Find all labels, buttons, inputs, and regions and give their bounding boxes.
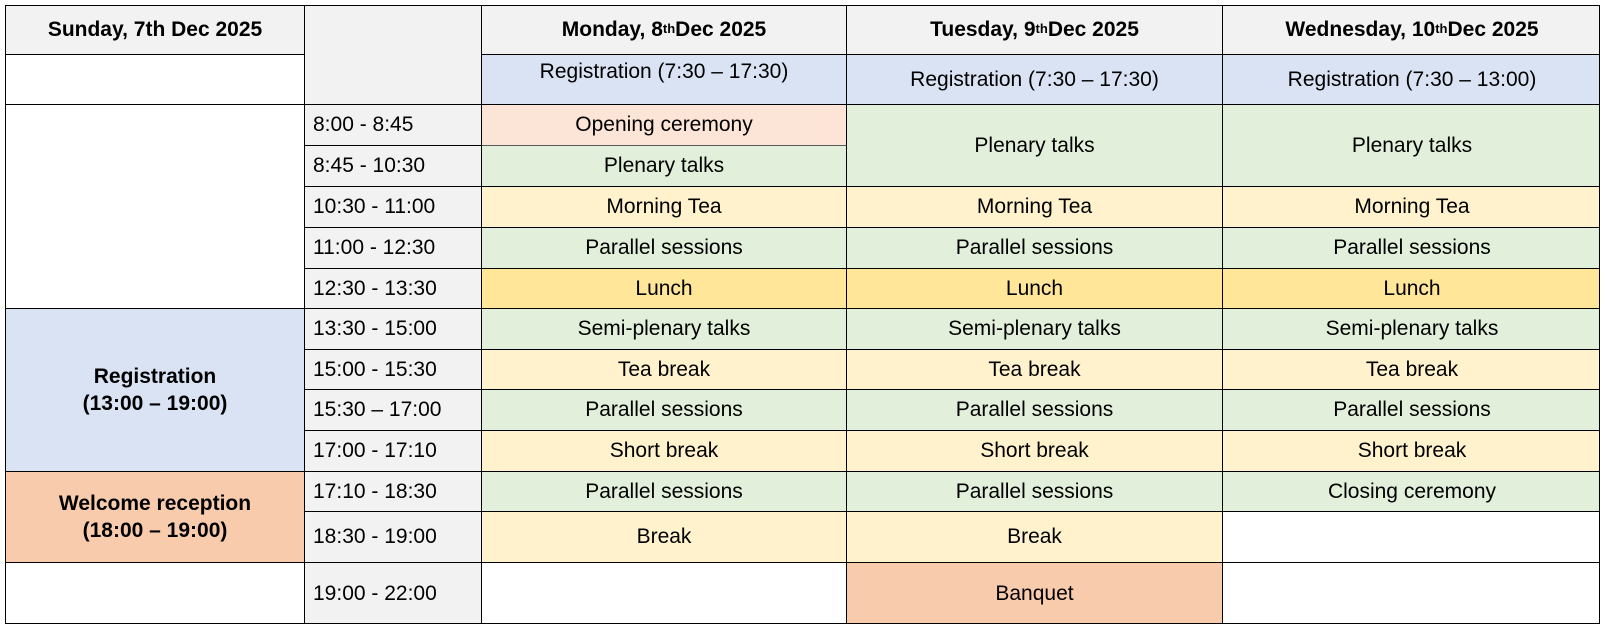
monday-plenary-talks: Plenary talks <box>482 146 847 187</box>
monday-morning-tea: Morning Tea <box>482 187 847 228</box>
header-wednesday: Wednesday, 10 $^{th}$ Dec 2025 <box>1223 6 1600 55</box>
welcome-reception-title: Welcome reception <box>58 491 252 515</box>
tuesday-short-break: Short break <box>847 431 1223 472</box>
sunday-registration-block <box>6 309 305 472</box>
tuesday-parallel-sessions-2: Parallel sessions <box>847 390 1223 431</box>
time-slot: 19:00 - 22:00 <box>305 563 482 624</box>
wednesday-short-break: Short break <box>1223 431 1600 472</box>
conference-schedule-table <box>5 5 1600 624</box>
monday-registration: Registration (7:30 – 17:30) <box>482 55 847 105</box>
sunday-morning-empty <box>6 105 305 309</box>
monday-parallel-sessions-1: Parallel sessions <box>482 228 847 269</box>
time-slot: 8:00 - 8:45 <box>305 105 482 146</box>
sunday-welcome-reception <box>6 472 305 563</box>
time-slot: 8:45 - 10:30 <box>305 146 482 187</box>
wednesday-parallel-sessions-2: Parallel sessions <box>1223 390 1600 431</box>
wednesday-evening-empty-2 <box>1223 563 1600 624</box>
tuesday-parallel-sessions-1: Parallel sessions <box>847 228 1223 269</box>
time-slot: 10:30 - 11:00 <box>305 187 482 228</box>
header-tuesday: Tuesday, 9 $^{th}$ Dec 2025 <box>847 6 1223 55</box>
sunday-registration-hours: (13:00 – 19:00) <box>82 392 228 415</box>
time-slot: 15:30 – 17:00 <box>305 390 482 431</box>
sunday-registration-empty <box>6 55 305 105</box>
monday-evening-empty <box>482 563 847 624</box>
monday-short-break: Short break <box>482 431 847 472</box>
monday-tea-break: Tea break <box>482 350 847 390</box>
tuesday-semi-plenary-talks: Semi-plenary talks <box>847 309 1223 350</box>
tuesday-lunch: Lunch <box>847 269 1223 309</box>
tuesday-break: Break <box>847 512 1223 563</box>
sunday-registration-title: Registration <box>93 364 217 388</box>
time-slot: 18:30 - 19:00 <box>305 512 482 563</box>
time-slot: 17:10 - 18:30 <box>305 472 482 512</box>
wednesday-registration: Registration (7:30 – 13:00) <box>1223 55 1600 105</box>
wednesday-evening-empty-1 <box>1223 512 1600 563</box>
monday-break: Break <box>482 512 847 563</box>
wednesday-semi-plenary-talks: Semi-plenary talks <box>1223 309 1600 350</box>
tuesday-registration: Registration (7:30 – 17:30) <box>847 55 1223 105</box>
time-slot: 15:00 - 15:30 <box>305 350 482 390</box>
tuesday-plenary-talks: Plenary talks <box>847 105 1223 187</box>
time-slot: 12:30 - 13:30 <box>305 269 482 309</box>
monday-parallel-sessions-3: Parallel sessions <box>482 472 847 512</box>
wednesday-lunch: Lunch <box>1223 269 1600 309</box>
time-slot: 11:00 - 12:30 <box>305 228 482 269</box>
wednesday-tea-break: Tea break <box>1223 350 1600 390</box>
welcome-reception-hours: (18:00 – 19:00) <box>82 519 228 542</box>
sunday-evening-empty <box>6 563 305 624</box>
wednesday-parallel-sessions-1: Parallel sessions <box>1223 228 1600 269</box>
tuesday-parallel-sessions-3: Parallel sessions <box>847 472 1223 512</box>
monday-semi-plenary-talks: Semi-plenary talks <box>482 309 847 350</box>
tuesday-banquet: Banquet <box>847 563 1223 624</box>
header-time-corner <box>305 6 482 105</box>
monday-lunch: Lunch <box>482 269 847 309</box>
wednesday-closing-ceremony: Closing ceremony <box>1223 472 1600 512</box>
header-sunday: Sunday, 7th Dec 2025 <box>6 6 305 55</box>
header-monday: Monday, 8 $^{th}$ Dec 2025 <box>482 6 847 55</box>
wednesday-plenary-talks: Plenary talks <box>1223 105 1600 187</box>
tuesday-tea-break: Tea break <box>847 350 1223 390</box>
time-slot: 17:00 - 17:10 <box>305 431 482 472</box>
tuesday-morning-tea: Morning Tea <box>847 187 1223 228</box>
monday-parallel-sessions-2: Parallel sessions <box>482 390 847 431</box>
time-slot: 13:30 - 15:00 <box>305 309 482 350</box>
monday-opening-ceremony: Opening ceremony <box>482 105 847 146</box>
wednesday-morning-tea: Morning Tea <box>1223 187 1600 228</box>
